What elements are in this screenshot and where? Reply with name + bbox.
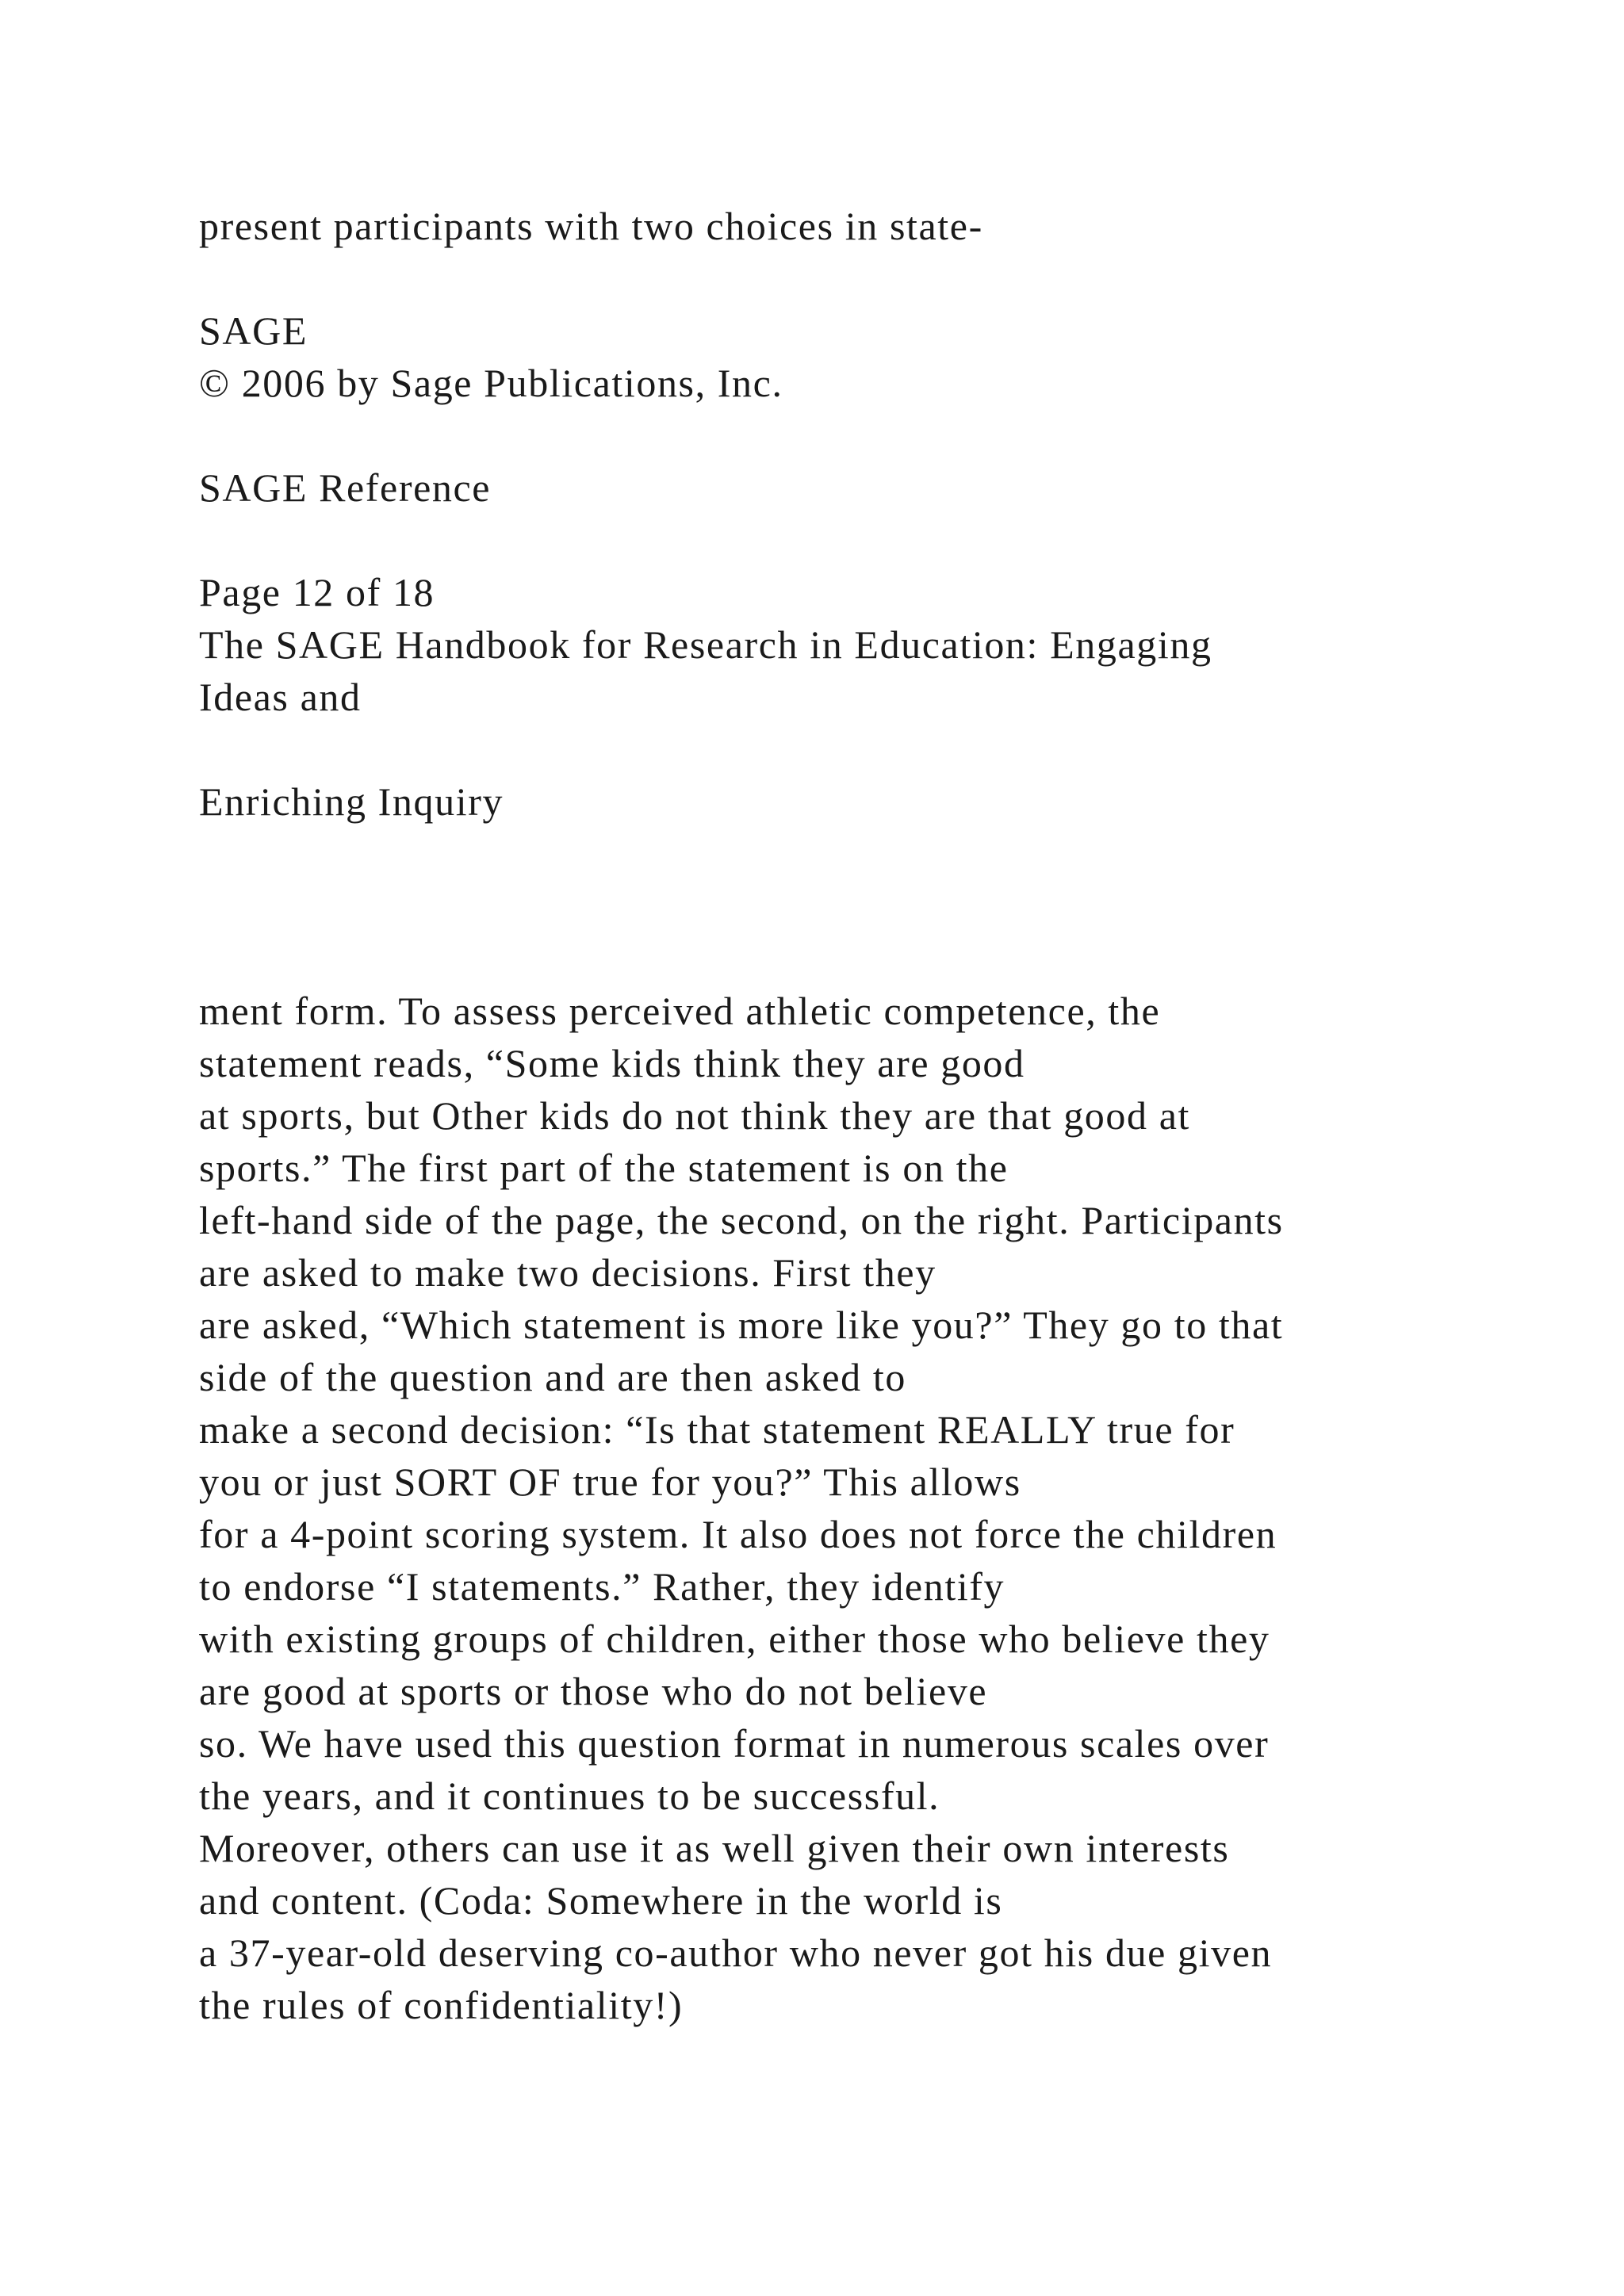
body-line: are asked to make two decisions. First they [199,1250,936,1295]
body-line: the years, and it continues to be successful. [199,1774,940,1818]
top-line: present participants with two choices in state- [199,204,983,248]
collection-name: SAGE Reference [199,465,492,510]
body-line: for a 4-point scoring system. It also does not force the children [199,1512,1277,1556]
book-title-line-2: Ideas and [199,675,362,719]
body-line: sports.” The first part of the statement is on the [199,1146,1009,1190]
publisher-name: SAGE [199,308,308,353]
body-line: you or just SORT OF true for you?” This allows [199,1460,1021,1504]
body-line: are asked, “Which statement is more like you?” They go to that [199,1303,1284,1347]
body-line: at sports, but Other kids do not think they are that good at [199,1093,1190,1138]
book-title-line-1: The SAGE Handbook for Research in Education: Engaging [199,622,1212,667]
body-line: make a second decision: “Is that statement REALLY true for [199,1407,1235,1452]
page-number: Page 12 of 18 [199,570,435,614]
body-line: ment form. To assess perceived athletic competence, the [199,989,1161,1033]
body-line: so. We have used this question format in numerous scales over [199,1721,1270,1766]
body-line: and content. (Coda: Somewhere in the world is [199,1878,1003,1923]
body-line: are good at sports or those who do not believe [199,1669,988,1713]
body-line: to endorse “I statements.” Rather, they identify [199,1564,1005,1609]
body-line: a 37-year-old deserving co-author who never got his due given [199,1931,1273,1975]
book-title-line-3: Enriching Inquiry [199,779,504,824]
body-line: statement reads, “Some kids think they are good [199,1041,1025,1085]
body-line: Moreover, others can use it as well given their own interests [199,1826,1230,1870]
copyright-notice: © 2006 by Sage Publications, Inc. [199,361,783,405]
body-line: the rules of confidentiality!) [199,1983,684,2027]
body-line: with existing groups of children, either those who believe they [199,1617,1270,1661]
body-line: left-hand side of the page, the second, on the right. Participants [199,1198,1284,1242]
body-line: side of the question and are then asked to [199,1355,906,1399]
